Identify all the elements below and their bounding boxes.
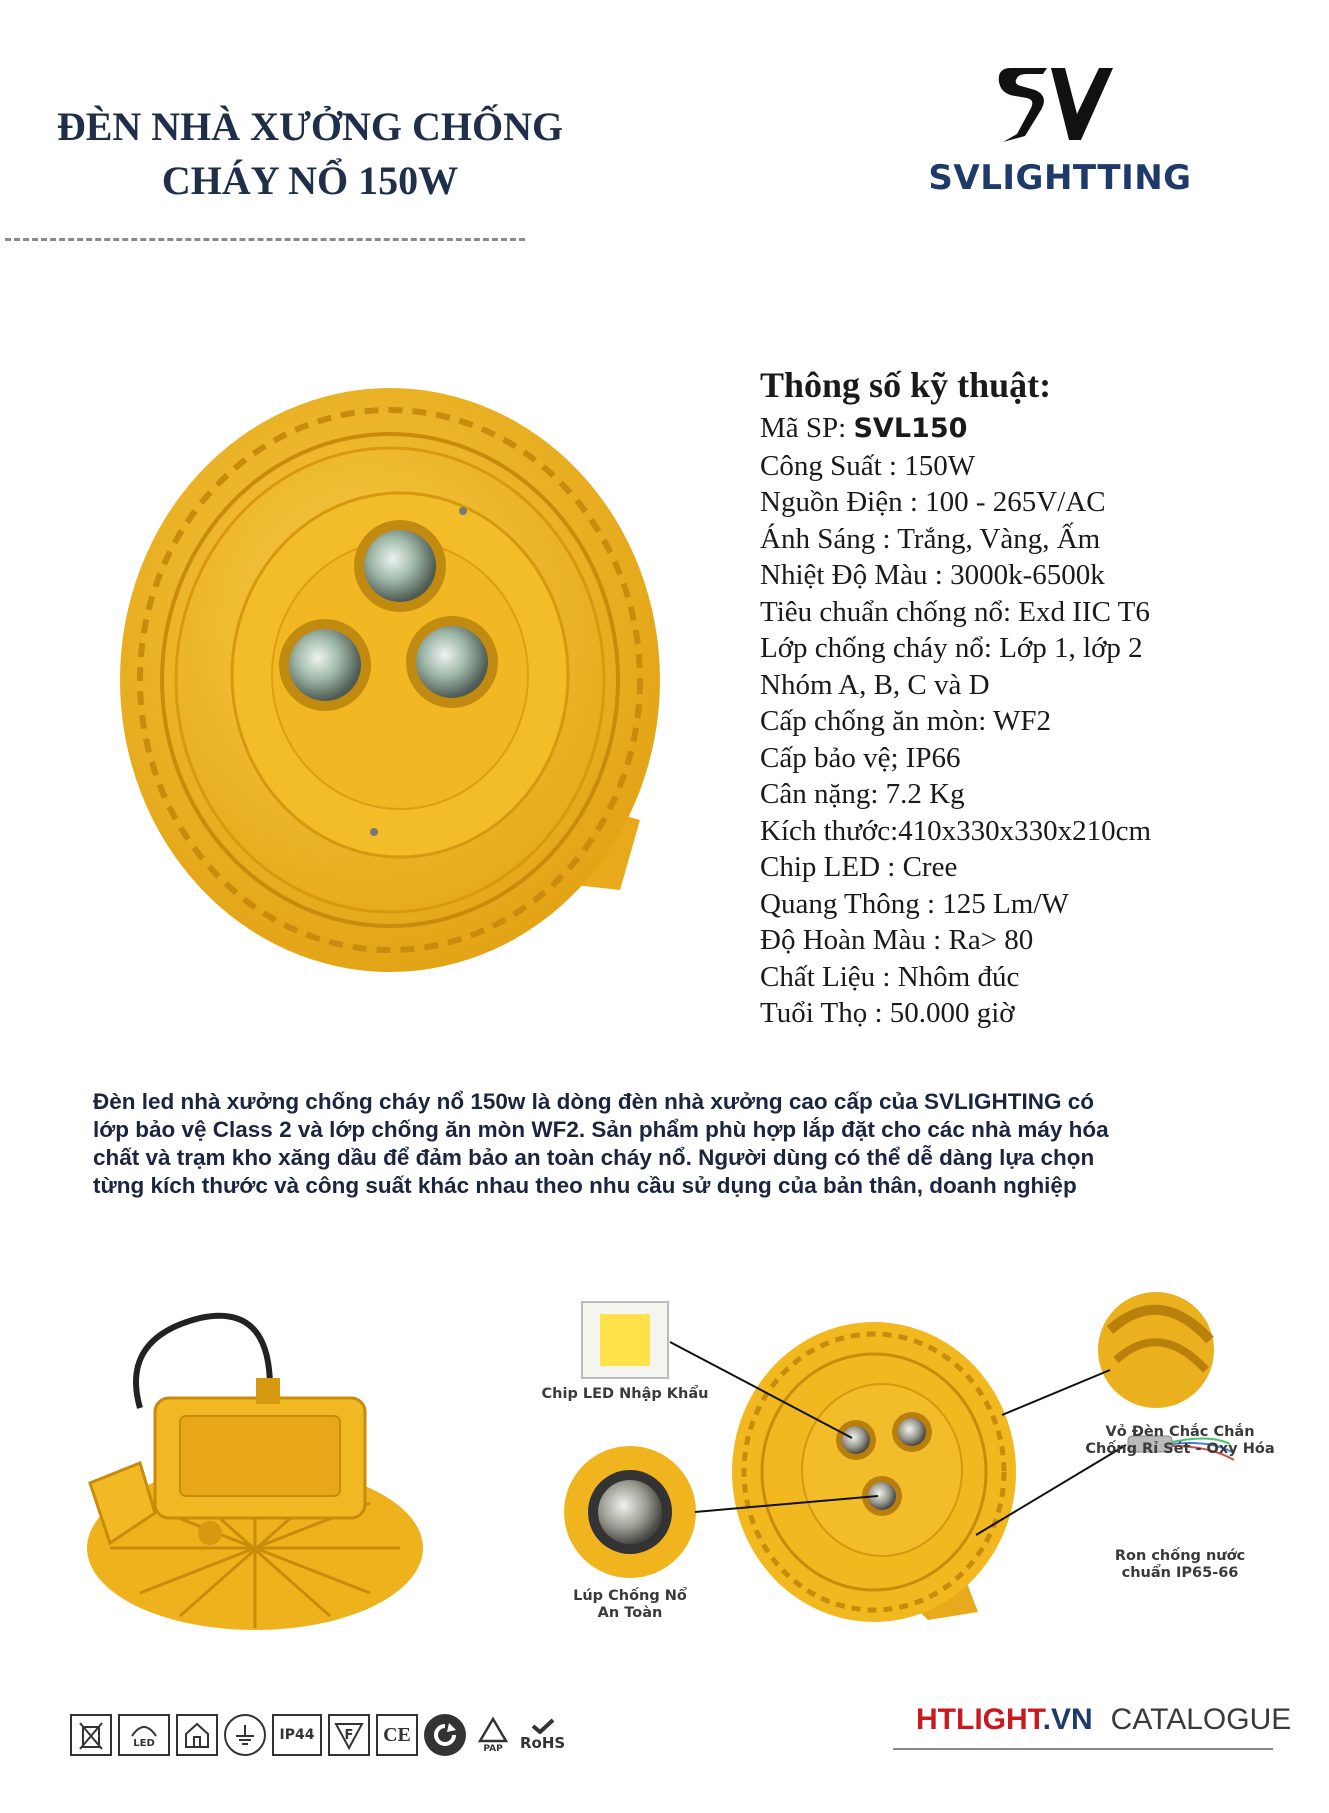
spec-item: Tiêu chuẩn chống nổ: Exd IIC T6 bbox=[760, 595, 1150, 628]
spec-item: Chất Liệu : Nhôm đúc bbox=[760, 960, 1020, 993]
spec-item: Ánh Sáng : Trắng, Vàng, Ấm bbox=[760, 522, 1101, 555]
title-divider bbox=[5, 238, 525, 241]
brand-name: SVLIGHTTING bbox=[928, 158, 1192, 198]
chip-label: Chip LED Nhập Khẩu bbox=[541, 1386, 709, 1402]
feature-diagram bbox=[520, 1290, 1280, 1630]
lens-label bbox=[540, 1588, 720, 1622]
shell-label-line-1: Vỏ Đèn Chắc Chắn bbox=[1105, 1424, 1255, 1440]
spec-item: Độ Hoàn Màu : Ra> 80 bbox=[760, 924, 1034, 956]
rohs-label: RoHS bbox=[520, 1734, 566, 1752]
title-line-2: CHÁY NỔ 150W bbox=[161, 158, 459, 203]
spec-item: Nhiệt Độ Màu : 3000k-6500k bbox=[760, 559, 1105, 591]
spec-item: Công Suất : 150W bbox=[760, 449, 976, 482]
pap-recycle-icon bbox=[472, 1714, 514, 1756]
seal-label-line-1: Ron chống nước bbox=[1114, 1548, 1246, 1564]
ce-mark-icon: CE bbox=[376, 1714, 418, 1756]
rohs-icon bbox=[520, 1714, 565, 1756]
spec-item: Nhóm A, B, C và D bbox=[760, 668, 990, 701]
led-icon bbox=[118, 1714, 170, 1756]
footer-site-tld: .VN bbox=[1042, 1703, 1093, 1736]
footer-site-main: HTLIGHT bbox=[916, 1703, 1043, 1736]
spec-item: Chip LED : Cree bbox=[760, 851, 958, 883]
weee-bin-icon bbox=[70, 1714, 112, 1756]
spec-item: Cấp bảo vệ; IP66 bbox=[760, 741, 961, 774]
footer-catalogue: CATALOGUE bbox=[1110, 1703, 1292, 1736]
spec-item: Quang Thông : 125 Lm/W bbox=[760, 887, 1069, 920]
lens-label-line-1: Lúp Chống Nổ bbox=[573, 1588, 687, 1604]
f-mark-icon bbox=[328, 1714, 370, 1756]
spec-item: Lớp chống cháy nổ: Lớp 1, lớp 2 bbox=[760, 632, 1143, 664]
title-line-1: ĐÈN NHÀ XƯỞNG CHỐNG bbox=[56, 104, 564, 149]
shell-label bbox=[1080, 1424, 1280, 1458]
product-description: Đèn led nhà xưởng chống cháy nổ 150w là dòng đèn nhà xưởng cao cấp của SVLIGHTING có lớp bảo vệ Class 2 và lớp chống ăn mòn WF2. Sản phẩm phù hợp lắp đặt cho các nhà máy hóa chất và trạm kho xăng dầu để đảm bảo an toàn cháy nổ. Người dùng có thể dễ dàng lựa chọn từng kích thước và công suất khác nhau theo nhu cầu sử dụng của bản thân, doanh nghiệp bbox=[93, 1089, 1109, 1198]
seal-label-line-2: chuẩn IP65-66 bbox=[1121, 1565, 1239, 1581]
spec-code-label: Mã SP: bbox=[760, 412, 854, 444]
f-mark-label: F bbox=[344, 1727, 354, 1743]
certification-icons bbox=[70, 1710, 610, 1760]
indoor-use-icon bbox=[176, 1714, 218, 1756]
spec-item: Kích thước:410x330x330x210cm bbox=[760, 814, 1152, 847]
spec-code-value: SVL150 bbox=[853, 413, 968, 444]
side-lamp-image bbox=[80, 1298, 440, 1638]
lens-label-line-2: An Toàn bbox=[597, 1605, 663, 1621]
main-lamp-image bbox=[100, 380, 700, 1000]
spec-item: Cân nặng: 7.2 Kg bbox=[760, 778, 965, 810]
page-title bbox=[50, 100, 570, 208]
spec-item: Tuổi Thọ : 50.000 giờ bbox=[760, 997, 1015, 1029]
led-icon-label: LED bbox=[133, 1737, 155, 1749]
shell-label-line-2: Chống Rỉ Sét - Oxy Hóa bbox=[1085, 1441, 1275, 1457]
sv-logo-icon bbox=[995, 62, 1115, 146]
ground-icon bbox=[224, 1714, 266, 1756]
seal-label bbox=[1080, 1548, 1280, 1582]
spec-item-code bbox=[760, 410, 1300, 448]
footer-divider bbox=[893, 1748, 1273, 1750]
spec-item: Nguồn Điện : 100 - 265V/AC bbox=[760, 486, 1106, 518]
pap-label: PAP bbox=[483, 1744, 503, 1754]
spec-list bbox=[760, 410, 1300, 1032]
spec-panel bbox=[760, 362, 1300, 1032]
spec-title: Thông số kỹ thuật: bbox=[760, 365, 1052, 405]
ip44-icon: IP44 bbox=[272, 1714, 322, 1756]
recycle-arrow-icon bbox=[424, 1714, 466, 1756]
spec-item: Cấp chống ăn mòn: WF2 bbox=[760, 705, 1052, 737]
footer-site[interactable] bbox=[916, 1703, 1093, 1736]
footer-brand bbox=[916, 1703, 1292, 1743]
